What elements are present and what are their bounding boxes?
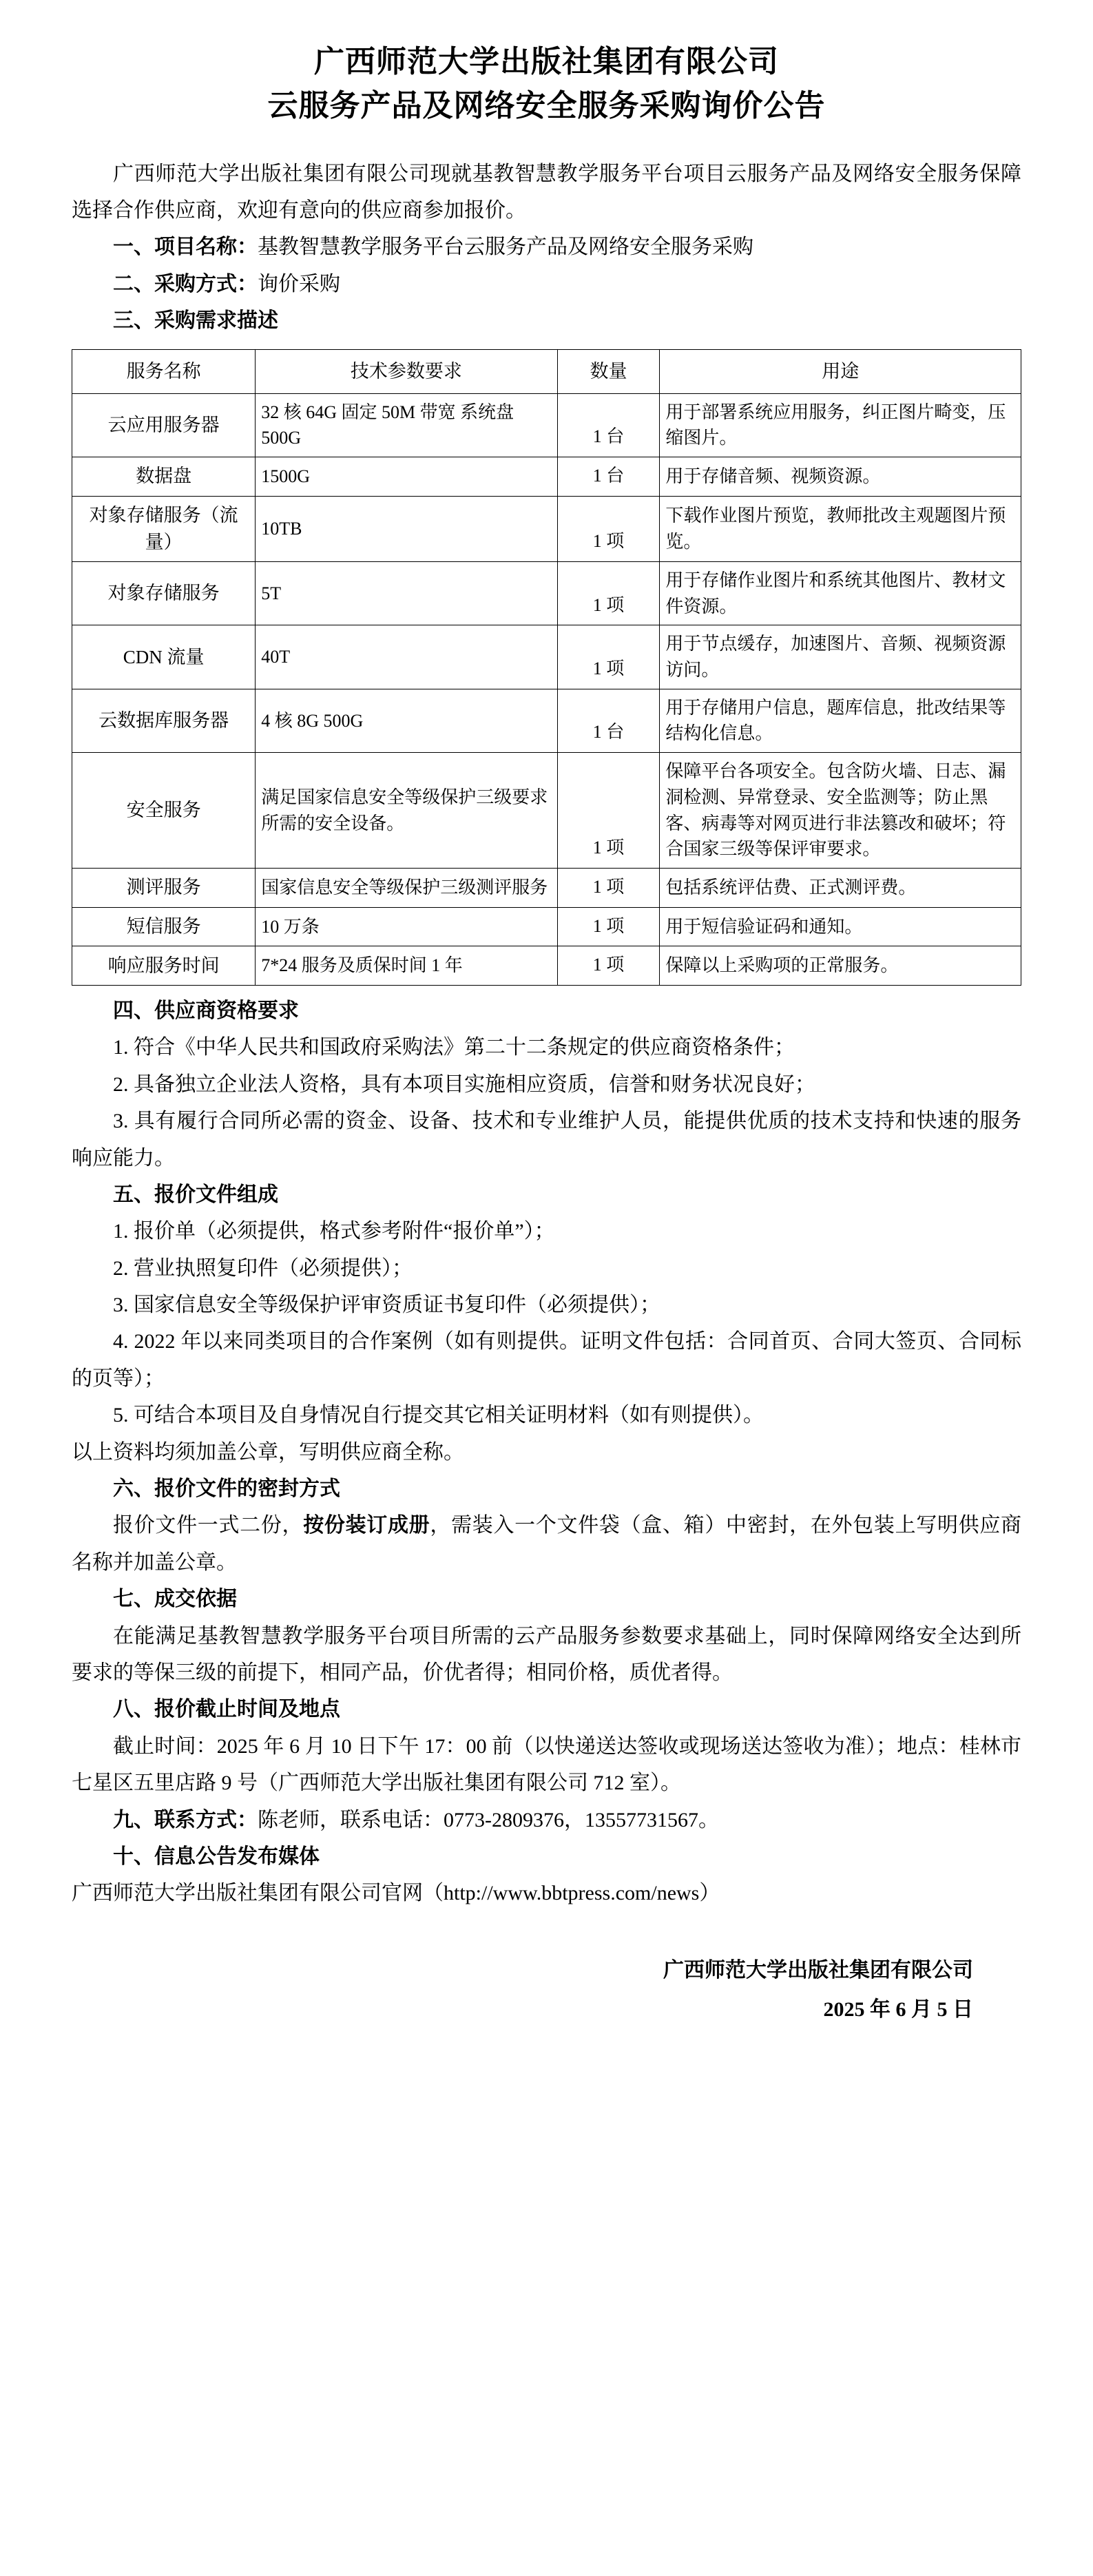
cell-name: 安全服务 xyxy=(72,753,256,869)
section-3-heading: 三、采购需求描述 xyxy=(113,309,278,333)
section-6-text xyxy=(72,1507,1021,1581)
table-row xyxy=(72,907,1021,946)
section-5-item-5: 5. 可结合本项目及自身情况自行提交其它相关证明材料（如有则提供）。 xyxy=(113,1404,764,1427)
section-8-heading: 八、报价截止时间及地点 xyxy=(113,1698,340,1721)
title-line-1: 广西师范大学出版社集团有限公司 xyxy=(314,45,779,79)
section-5-item-2: 2. 营业执照复印件（必须提供）； xyxy=(113,1256,413,1280)
section-6-text-emphasis: 按份装订成册 xyxy=(303,1514,430,1537)
document-body xyxy=(72,156,1021,1912)
cell-spec: 7*24 服务及质保时间 1 年 xyxy=(256,946,557,986)
cell-name: CDN 流量 xyxy=(72,625,256,689)
cell-use: 用于短信验证码和通知。 xyxy=(660,907,1021,946)
cell-spec: 10 万条 xyxy=(256,907,557,946)
cell-use: 包括系统评估费、正式测评费。 xyxy=(660,868,1021,907)
cell-use: 用于存储用户信息，题库信息，批改结果等结构化信息。 xyxy=(660,689,1021,752)
section-5-item-4: 4. 2022 年以来同类项目的合作案例（如有则提供。证明文件包括：合同首页、合同大签页、合同标的页等）； xyxy=(72,1330,1021,1390)
section-6-text-c: ，需装入一个文件袋（盒、箱）中密封，在外包装上写明供应商名称并加盖公章。 xyxy=(72,1514,1022,1574)
table-row xyxy=(72,393,1021,457)
requirements-table xyxy=(72,349,1021,986)
table-header-qty: 数量 xyxy=(557,349,660,393)
cell-use: 保障平台各项安全。包含防火墙、日志、漏洞检测、异常登录、安全监测等；防止黑客、病毒等对网页进行非法篡改和破坏；符合国家三级等保评审要求。 xyxy=(660,753,1021,869)
table-row xyxy=(72,457,1021,497)
section-1-heading xyxy=(72,229,1021,265)
cell-use: 用于部署系统应用服务，纠正图片畸变，压缩图片。 xyxy=(660,393,1021,457)
footer-date: 2025 年 6 月 5 日 xyxy=(823,1997,973,2021)
cell-qty: 1 项 xyxy=(557,946,660,986)
cell-use: 下载作业图片预览，教师批改主观题图片预览。 xyxy=(660,496,1021,561)
cell-qty: 1 项 xyxy=(557,625,660,689)
section-9-value: 陈老师，联系电话：0773-2809376，13557731567。 xyxy=(258,1808,719,1831)
table-row xyxy=(72,753,1021,869)
cell-name: 对象存储服务 xyxy=(72,562,256,625)
section-2-heading xyxy=(72,266,1021,302)
title-line-2: 云服务产品及网络安全服务采购询价公告 xyxy=(267,88,826,123)
table-header-spec: 技术参数要求 xyxy=(256,349,557,393)
cell-spec: 国家信息安全等级保护三级测评服务 xyxy=(256,868,557,907)
cell-qty: 1 台 xyxy=(557,457,660,497)
section-10-text: 广西师范大学出版社集团有限公司官网（http://www.bbtpress.com/news） xyxy=(72,1882,720,1905)
section-2-label: 二、采购方式： xyxy=(113,272,258,295)
cell-name: 短信服务 xyxy=(72,907,256,946)
section-8-text: 截止时间：2025 年 6 月 10 日下午 17：00 前（以快递送达签收或现场送达签收为准）；地点：桂林市七星区五里店路 9 号（广西师范大学出版社集团有限公司 712 室）。 xyxy=(72,1734,1021,1795)
cell-qty: 1 台 xyxy=(557,393,660,457)
cell-qty: 1 台 xyxy=(557,689,660,752)
section-4-item-2: 2. 具备独立企业法人资格，具有本项目实施相应资质，信誉和财务状况良好； xyxy=(113,1072,815,1096)
section-6-text-a: 报价文件一式二份， xyxy=(113,1514,304,1537)
table-row xyxy=(72,689,1021,752)
table-row xyxy=(72,625,1021,689)
table-row xyxy=(72,946,1021,986)
cell-spec: 5T xyxy=(256,562,557,625)
section-5-item-1: 1. 报价单（必须提供，格式参考附件“报价单”）； xyxy=(113,1220,555,1243)
cell-spec: 40T xyxy=(256,625,557,689)
section-1-value: 基教智慧教学服务平台云服务产品及网络安全服务采购 xyxy=(258,236,753,259)
section-6-heading: 六、报价文件的密封方式 xyxy=(113,1477,340,1501)
section-5-heading: 五、报价文件组成 xyxy=(113,1183,278,1206)
section-2-value: 询价采购 xyxy=(258,272,340,295)
cell-name: 数据盘 xyxy=(72,457,256,497)
cell-qty: 1 项 xyxy=(557,562,660,625)
section-10-heading: 十、信息公告发布媒体 xyxy=(113,1845,320,1868)
cell-name: 云应用服务器 xyxy=(72,393,256,457)
cell-name: 测评服务 xyxy=(72,868,256,907)
cell-use: 用于存储作业图片和系统其他图片、教材文件资源。 xyxy=(660,562,1021,625)
cell-spec: 10TB xyxy=(256,496,557,561)
cell-qty: 1 项 xyxy=(557,907,660,946)
table-header-name: 服务名称 xyxy=(72,349,256,393)
section-5-note: 以上资料均须加盖公章，写明供应商全称。 xyxy=(72,1440,464,1464)
section-7-heading: 七、成交依据 xyxy=(113,1588,237,1611)
cell-name: 响应服务时间 xyxy=(72,946,256,986)
section-4-item-3: 3. 具有履行合同所必需的资金、设备、技术和专业维护人员，能提供优质的技术支持和快速的服务响应能力。 xyxy=(72,1110,1021,1170)
page-title xyxy=(72,40,1021,128)
cell-spec: 4 核 8G 500G xyxy=(256,689,557,752)
cell-name: 云数据库服务器 xyxy=(72,689,256,752)
cell-use: 保障以上采购项的正常服务。 xyxy=(660,946,1021,986)
table-header-row xyxy=(72,349,1021,393)
cell-name: 对象存储服务（流量） xyxy=(72,496,256,561)
cell-qty: 1 项 xyxy=(557,496,660,561)
cell-spec: 1500G xyxy=(256,457,557,497)
cell-qty: 1 项 xyxy=(557,753,660,869)
cell-use: 用于节点缓存，加速图片、音频、视频资源访问。 xyxy=(660,625,1021,689)
section-1-label: 一、项目名称： xyxy=(113,236,258,259)
section-4-heading: 四、供应商资格要求 xyxy=(113,999,299,1022)
document-footer xyxy=(72,1951,1021,2029)
cell-qty: 1 项 xyxy=(557,868,660,907)
cell-spec: 满足国家信息安全等级保护三级要求所需的安全设备。 xyxy=(256,753,557,869)
section-7-text: 在能满足基教智慧教学服务平台项目所需的云产品服务参数要求基础上，同时保障网络安全达到所要求的等保三级的前提下，相同产品，价优者得；相同价格，质优者得。 xyxy=(72,1624,1021,1684)
table-row xyxy=(72,868,1021,907)
cell-use: 用于存储音频、视频资源。 xyxy=(660,457,1021,497)
table-row xyxy=(72,496,1021,561)
intro-paragraph: 广西师范大学出版社集团有限公司现就基教智慧教学服务平台项目云服务产品及网络安全服务保障选择合作供应商，欢迎有意向的供应商参加报价。 xyxy=(72,162,1021,222)
section-4-item-1: 1. 符合《中华人民共和国政府采购法》第二十二条规定的供应商资格条件； xyxy=(113,1036,795,1059)
section-9-heading xyxy=(72,1802,1021,1838)
footer-organization: 广西师范大学出版社集团有限公司 xyxy=(663,1958,973,1982)
section-9-label: 九、联系方式： xyxy=(113,1808,258,1831)
table-row xyxy=(72,562,1021,625)
cell-spec: 32 核 64G 固定 50M 带宽 系统盘 500G xyxy=(256,393,557,457)
table-header-use: 用途 xyxy=(660,349,1021,393)
section-5-item-3: 3. 国家信息安全等级保护评审资质证书复印件（必须提供）； xyxy=(113,1294,660,1317)
